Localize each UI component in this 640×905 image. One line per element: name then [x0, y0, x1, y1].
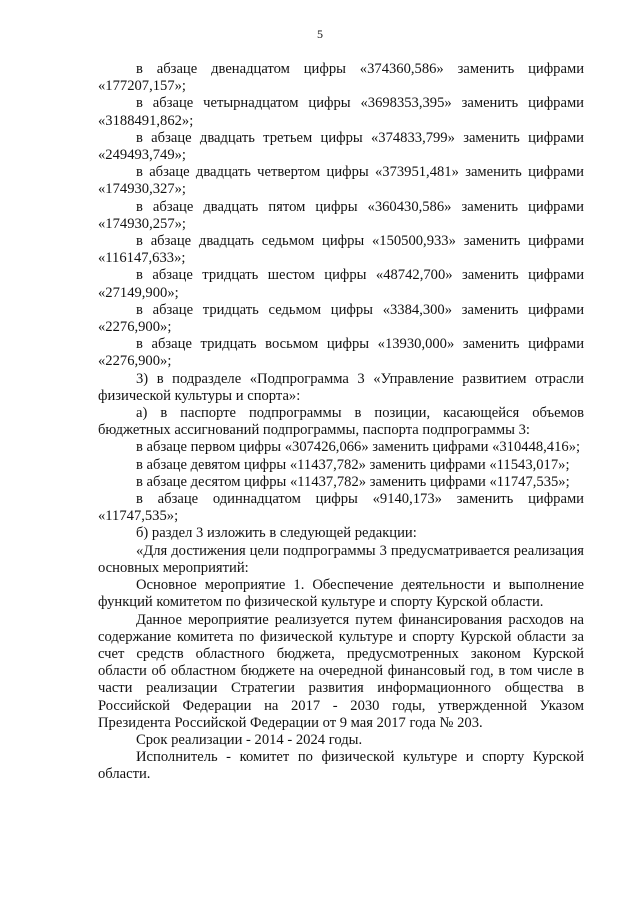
- paragraph: в абзаце двадцать пятом цифры «360430,586» заменить цифрами «174930,257»;: [98, 198, 584, 232]
- document-body: [98, 61, 584, 784]
- paragraph: Срок реализации - 2014 - 2024 годы.: [136, 731, 363, 748]
- paragraph: в абзаце двенадцатом цифры «374360,586» заменить цифрами «177207,157»;: [98, 61, 584, 95]
- page-number: 5: [317, 27, 323, 41]
- paragraph: в абзаце тридцать седьмом цифры «3384,300» заменить цифрами «2276,900»;: [98, 301, 584, 336]
- paragraph: Данное мероприятие реализуется путем финансирования расходов на содержание комитета по физической культуре и спорту Курской области за счет средств областного бюджета, предусмотренных законом Курской области об областном бюджете на очередной финансовый год, в том числе в части реализации Стратегии развития информационного общества в Российской Федерации на 2017 - 2030 годы, утвержденной Указом Президента Российской Федерации от 9 мая 2017 года № 203.: [98, 611, 584, 731]
- paragraph: в абзаце четырнадцатом цифры «3698353,395» заменить цифрами «3188491,862»;: [98, 95, 584, 129]
- paragraph: в абзаце десятом цифры «11437,782» заменить цифрами «11747,535»;: [136, 473, 570, 490]
- paragraph: в абзаце двадцать четвертом цифры «373951,481» заменить цифрами «174930,327»;: [98, 164, 584, 198]
- paragraph: а) в паспорте подпрограммы в позиции, касающейся объемов бюджетных ассигнований подпрограммы, паспорта подпрограммы 3:: [98, 405, 584, 439]
- paragraph: Основное мероприятие 1. Обеспечение деятельности и выполнение функций комитетом по физической культуре и спорту Курской области.: [98, 577, 584, 611]
- paragraph: в абзаце первом цифры «307426,066» заменить цифрами «310448,416»;: [136, 439, 581, 456]
- paragraph: в абзаце двадцать третьем цифры «374833,799» заменить цифрами «249493,749»;: [98, 129, 584, 164]
- paragraph: в абзаце одиннадцатом цифры «9140,173» заменить цифрами «11747,535»;: [98, 491, 584, 525]
- paragraph: б) раздел 3 изложить в следующей редакции:: [136, 525, 417, 542]
- paragraph: в абзаце двадцать седьмом цифры «150500,933» заменить цифрами «116147,633»;: [98, 233, 584, 267]
- paragraph: 3) в подразделе «Подпрограмма 3 «Управление развитием отрасли физической культуры и спорта»:: [98, 370, 584, 404]
- paragraph: Исполнитель - комитет по физической культуре и спорту Курской области.: [98, 749, 584, 783]
- paragraph: в абзаце тридцать шестом цифры «48742,700» заменить цифрами «27149,900»;: [98, 267, 584, 301]
- paragraph: «Для достижения цели подпрограммы 3 предусматривается реализация основных мероприятий:: [98, 542, 584, 576]
- paragraph: в абзаце девятом цифры «11437,782» заменить цифрами «11543,017»;: [136, 456, 570, 473]
- paragraph: в абзаце тридцать восьмом цифры «13930,000» заменить цифрами «2276,900»;: [98, 336, 584, 370]
